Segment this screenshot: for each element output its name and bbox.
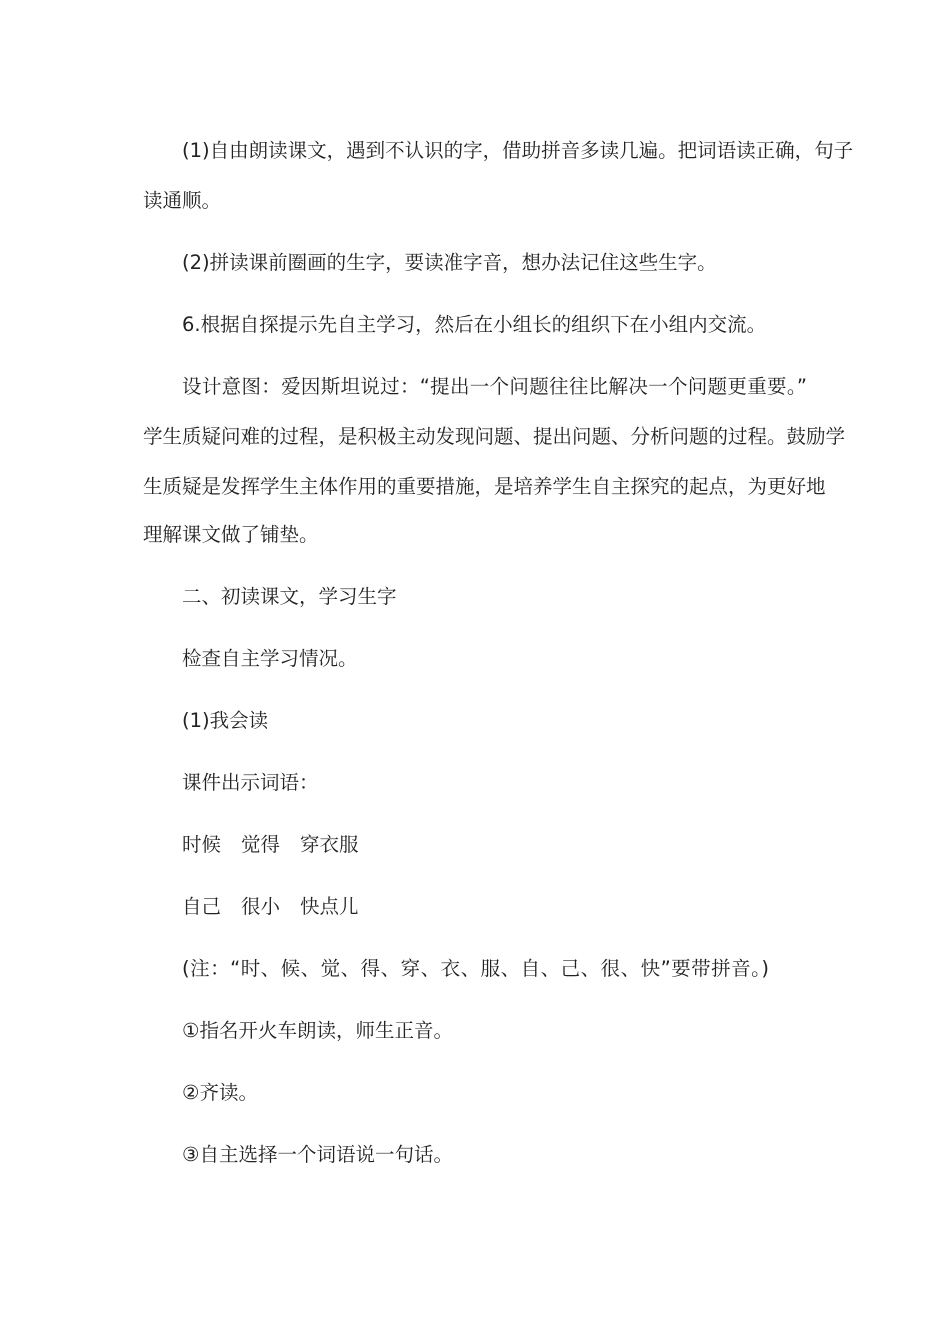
paragraph-line: 理解课文做了铺垫。	[143, 523, 319, 546]
paragraph-line: 课件出示词语：	[182, 771, 319, 794]
word: 时候	[182, 833, 222, 856]
word: 穿衣服	[300, 833, 359, 856]
subheading: (1)我会读	[182, 709, 269, 732]
list-item: ③自主选择一个词语说一句话。	[182, 1143, 453, 1166]
paragraph-line: 检查自主学习情况。	[182, 647, 358, 670]
word-row	[182, 831, 852, 859]
word: 很小	[241, 895, 281, 918]
paragraph-line: 读通顺。	[143, 189, 222, 212]
paragraph-line: 学生质疑问难的过程，是积极主动发现问题、提出问题、分析问题的过程。鼓励学	[143, 425, 846, 448]
paragraph-line: (2)拼读课前圈画的生字，要读准字音，想办法记住这些生字。	[182, 251, 717, 274]
paragraph-line: 设计意图：爱因斯坦说过：“提出一个问题往往比解决一个问题更重要。”	[182, 375, 807, 398]
note-line: (注：“时、候、觉、得、穿、衣、服、自、己、很、快”要带拼音。)	[182, 957, 769, 980]
word: 快点儿	[300, 895, 359, 918]
paragraph-line: 6.根据自探提示先自主学习，然后在小组长的组织下在小组内交流。	[182, 313, 767, 336]
list-item: ②齐读。	[182, 1081, 258, 1104]
paragraph-line: 生质疑是发挥学生主体作用的重要措施，是培养学生自主探究的起点，为更好地	[143, 475, 826, 498]
word: 自己	[182, 895, 222, 918]
list-item: ①指名开火车朗读，师生正音。	[182, 1019, 453, 1042]
section-heading: 二、初读课文，学习生字	[182, 585, 397, 608]
word-row	[182, 893, 852, 921]
paragraph-line: (1)自由朗读课文，遇到不认识的字，借助拼音多读几遍。把词语读正确，句子	[182, 139, 854, 162]
word: 觉得	[241, 833, 281, 856]
